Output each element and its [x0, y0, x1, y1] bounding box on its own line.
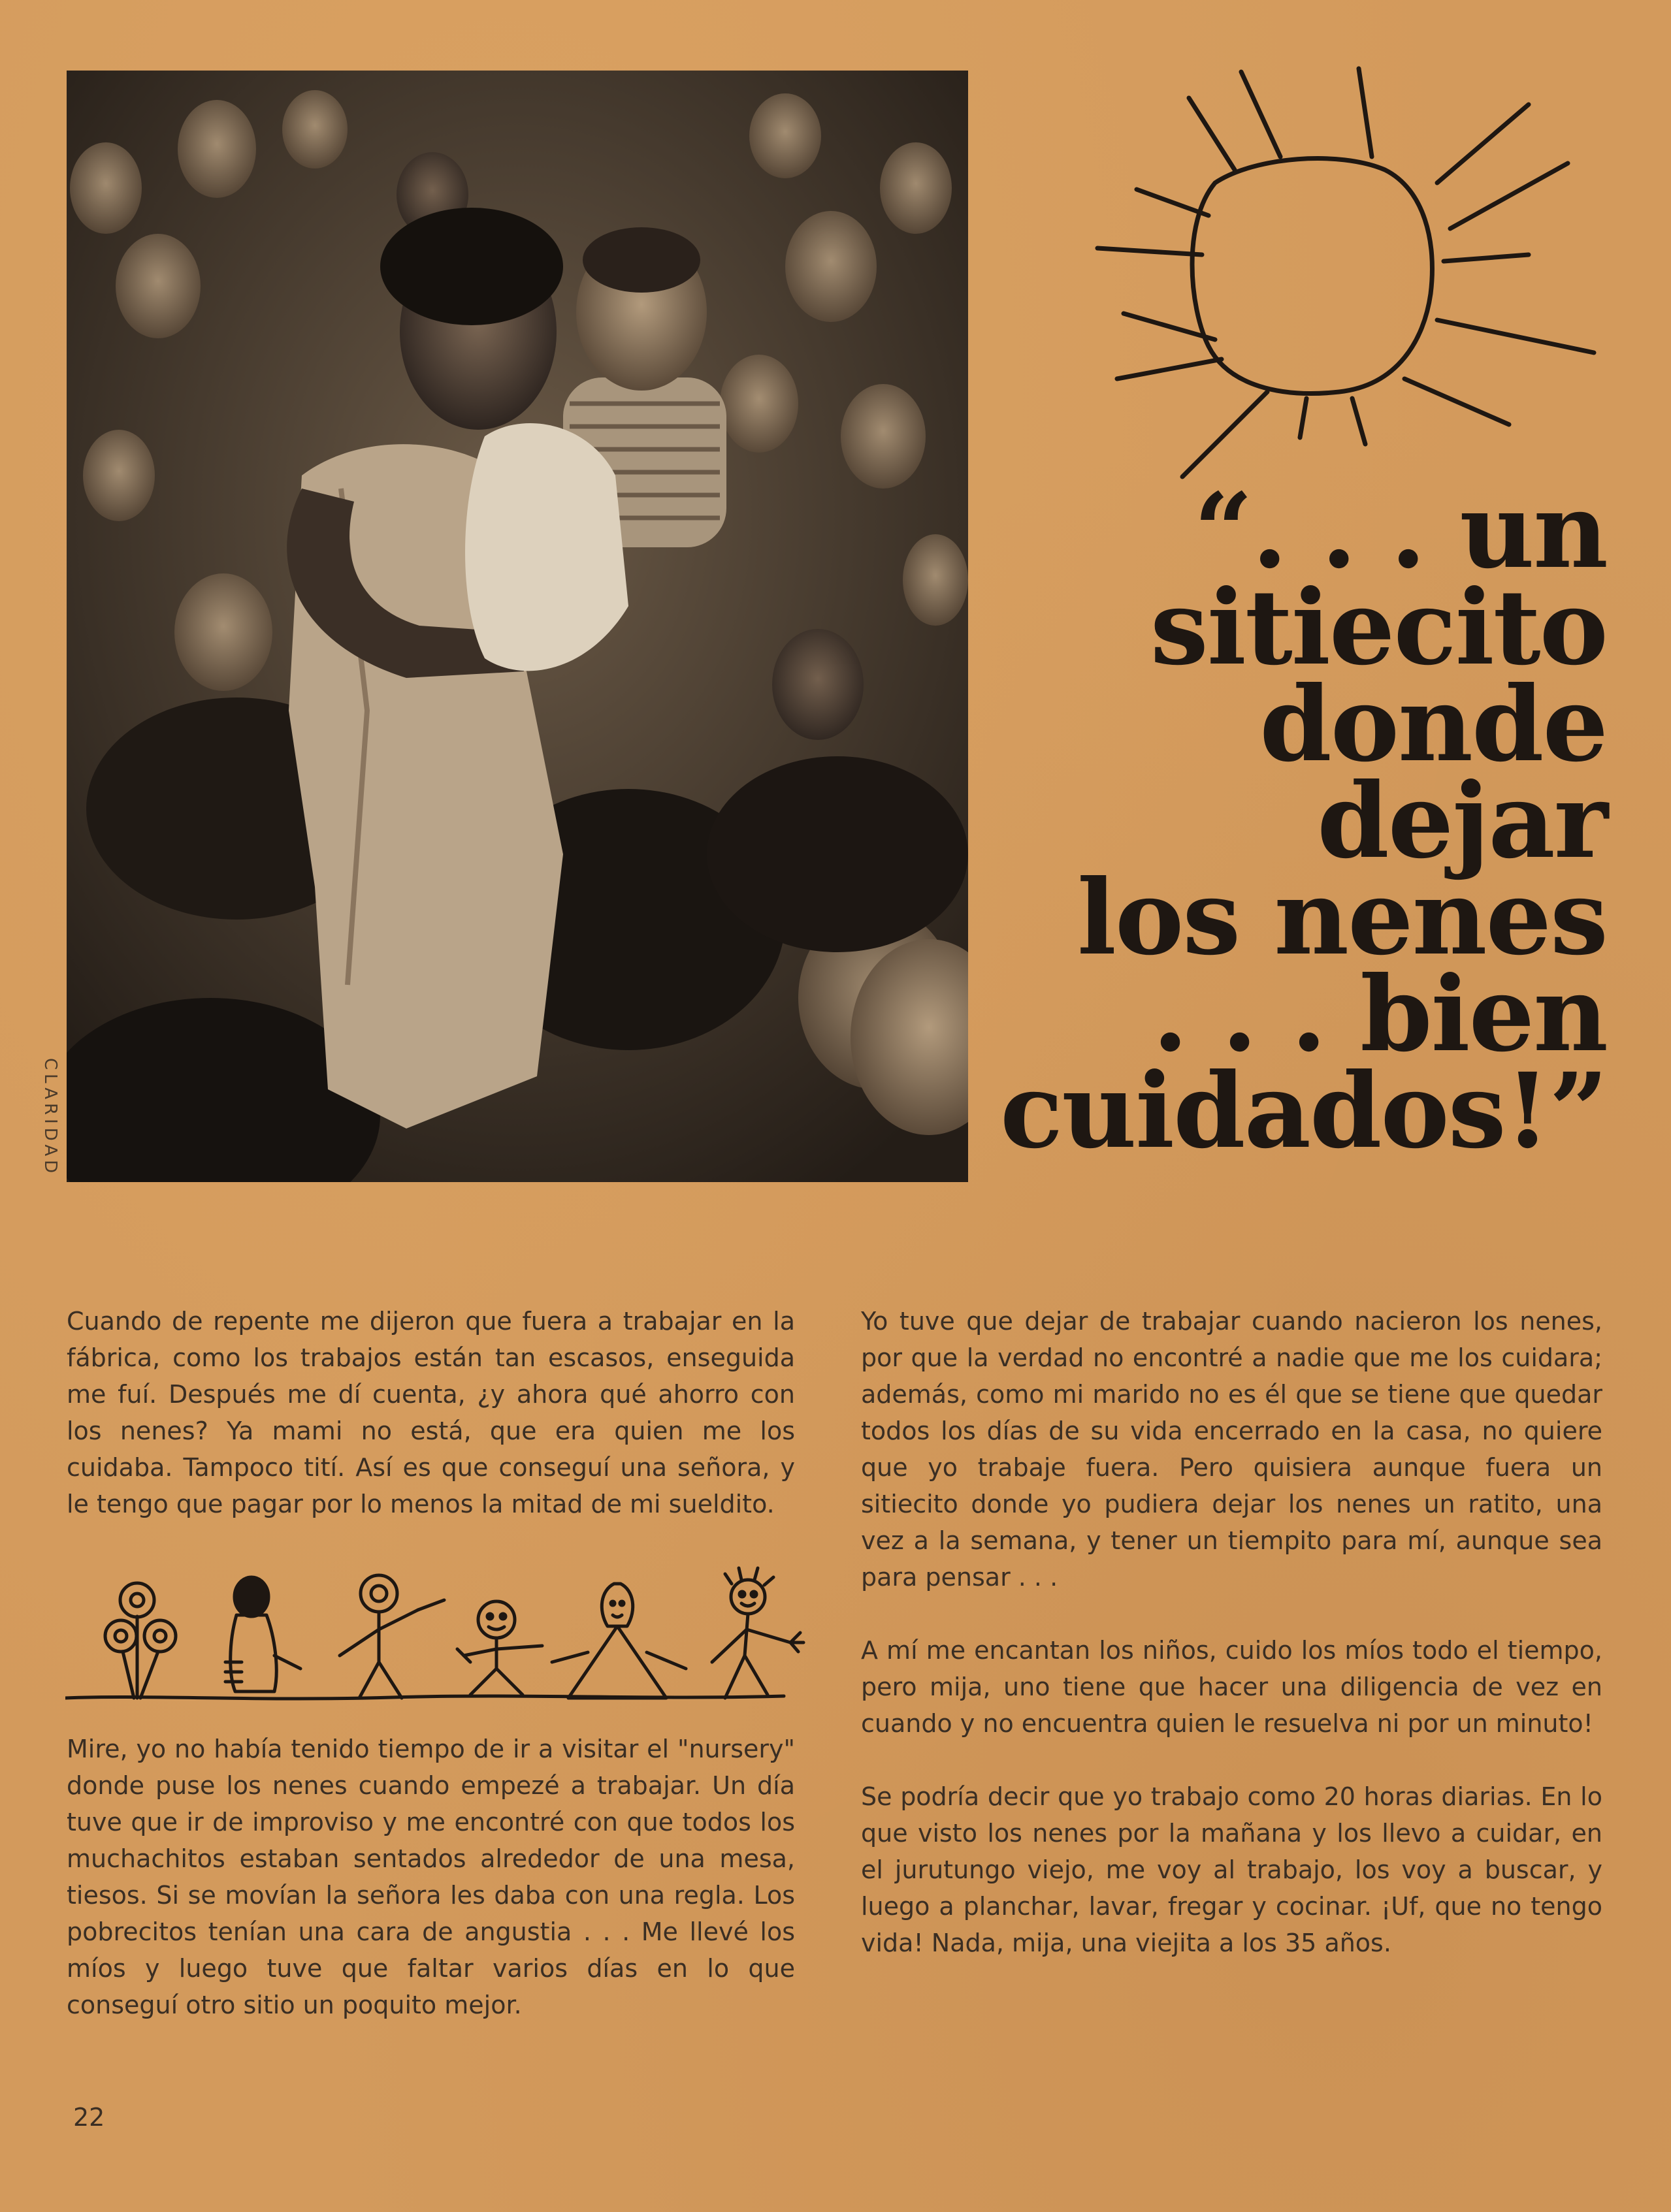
paragraph: Se podría decir que yo trabajo como 20 horas diarias. En lo que visto los nenes por la mañana y los llevo a cuidar, en el jurutungo viejo, me voy al trabajo, los voy a buscar, y luego a planchar, lavar, fregar y cocinar. ¡Uf, que no tengo vida! Nada, mija, una viejita a los 35 años.: [861, 1782, 1602, 1957]
sun-drawing-icon: [1019, 59, 1607, 516]
photo-credit: CLARIDAD: [41, 1058, 60, 1178]
headline-quote: [980, 471, 1607, 1202]
headline-line: sitiecito: [1150, 568, 1607, 688]
headline-line: dejar: [1317, 761, 1607, 882]
headline-line: “. . . un: [1193, 471, 1607, 592]
paragraph: Mire, yo no había tenido tiempo de ir a visitar el "nursery" donde puse los nenes cuando empezé a trabajar. Un día tuve que ir de improviso y me encontré con que todos los muchachitos estaban sentados alrededor de una mesa, tiesos. Si se movían la señora les daba con una regla. Los pobrecitos tenían una cara de angustia . . . Me llevé los míos y luego tuve que faltar varios días en lo que conseguí otro sitio un poquito mejor.: [67, 1735, 795, 2019]
stick-figures-drawing-icon: [65, 1564, 823, 1721]
paragraph: Cuando de repente me dijeron que fuera a trabajar en la fábrica, como los trabajos están tan escasos, enseguida me fuí. Después me dí cuenta, ¿y ahora qué ahorro con los nenes? Ya mami no está, que era quien me los cuidaba. Tampoco tití. Así es que conseguí una señora, y le tengo que pagar por lo menos la mitad de mi sueldito.: [67, 1307, 795, 1518]
headline-line: donde: [1259, 664, 1607, 785]
paragraph: Yo tuve que dejar de trabajar cuando nacieron los nenes, por que la verdad no encontré a nadie que me los cuidara; además, como mi marido no es él que se tiene que quedar todos los días de su vida encerrado en la casa, no quiere que yo trabaje fuera. Pero quisiera aunque fuera un sitiecito donde yo pudiera dejar los nenes un ratito, una vez a la semana, y tener un tiempito para mí, aunque sea para pensar . . .: [861, 1307, 1602, 1592]
headline-line: los nenes: [1077, 858, 1607, 978]
paragraph: A mí me encantan los niños, cuido los míos todo el tiempo, pero mija, uno tiene que hacer una diligencia de vez en cuando y no encuentra quien le resuelva ni por un minuto!: [861, 1636, 1602, 1738]
right-column: [861, 1303, 1602, 1961]
headline-line: . . . bien: [1152, 954, 1607, 1075]
left-column-top: [67, 1303, 795, 1522]
left-column-bottom: [67, 1731, 795, 2023]
page-number: 22: [73, 2103, 105, 2132]
headline-line: cuidados!”: [999, 1051, 1607, 1172]
crowd-photo: [67, 71, 968, 1182]
